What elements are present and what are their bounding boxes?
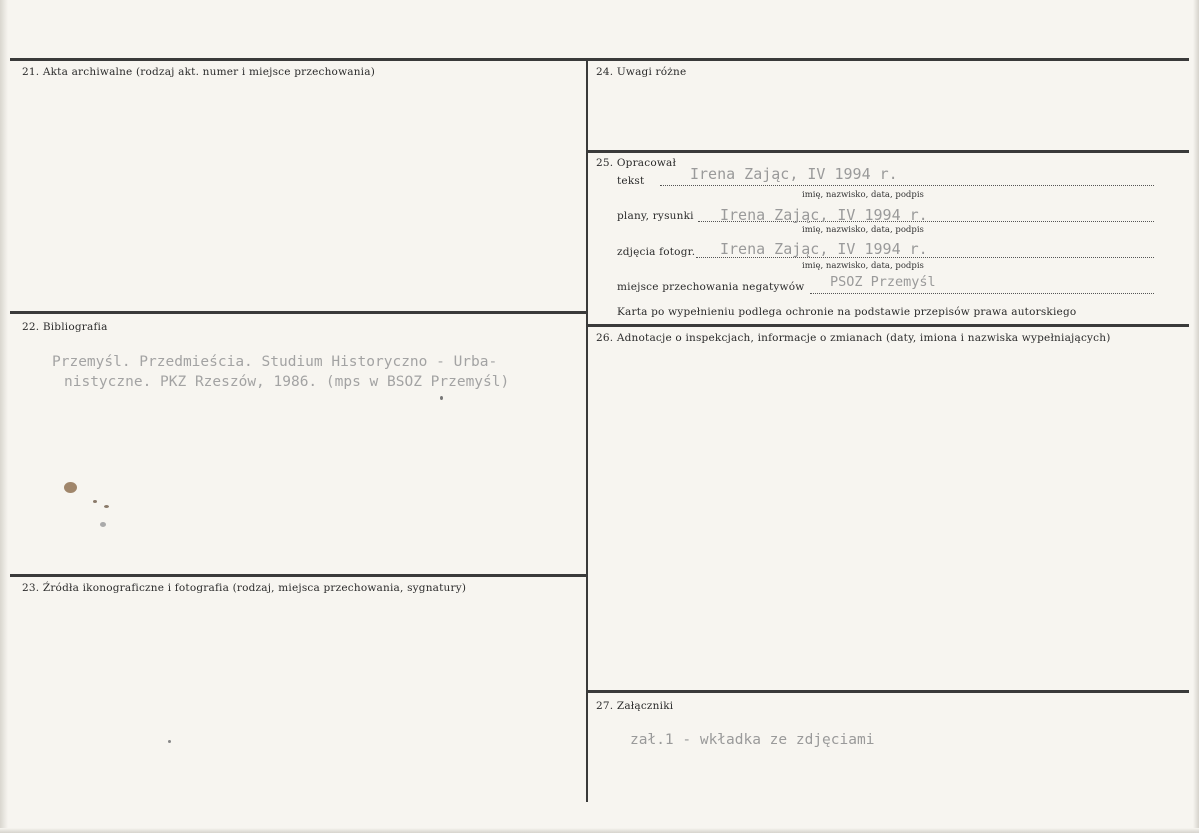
zdjecia-caption: imię, nazwisko, data, podpis <box>802 261 924 271</box>
plany-label: plany, rysunki <box>617 210 694 222</box>
paper-left-edge <box>0 0 8 833</box>
attachment-item-1: zał.1 - wkładka ze zdjęciami <box>630 732 875 748</box>
tekst-caption: imię, nazwisko, data, podpis <box>802 190 924 200</box>
tekst-value: Irena Zając, IV 1994 r. <box>690 165 898 183</box>
top-rule <box>10 58 1189 61</box>
section-24-heading: 24. Uwagi różne <box>596 66 687 78</box>
ink-speck <box>100 522 106 527</box>
ink-speck <box>104 505 109 508</box>
zdjecia-label: zdjęcia fotogr. <box>617 246 696 258</box>
section-26-heading: 26. Adnotacje o inspekcjach, informacje o zmianach (daty, imiona i nazwiska wypełniających) <box>596 332 1111 344</box>
copyright-note: Karta po wypełnieniu podlega ochronie na podstawie przepisów prawa autorskiego <box>617 306 1077 318</box>
rule-24-25 <box>587 150 1189 153</box>
ink-stain <box>64 482 77 493</box>
miejsce-value: PSOZ Przemyśl <box>830 274 936 290</box>
section-21-heading: 21. Akta archiwalne (rodzaj akt. numer i miejsce przechowania) <box>22 66 375 78</box>
rule-25-26 <box>587 324 1189 327</box>
ink-speck <box>93 500 97 503</box>
bibliography-line-1: Przemyśl. Przedmieścia. Studium Historyczno - Urba- <box>52 354 498 370</box>
ink-speck <box>168 740 171 743</box>
section-23-heading: 23. Źródła ikonograficzne i fotografia (rodzaj, miejsca przechowania, sygnatury) <box>22 582 467 594</box>
rule-21-22 <box>10 311 587 314</box>
bibliography-line-2: nistyczne. PKZ Rzeszów, 1986. (mps w BSOZ Przemyśl) <box>64 374 510 390</box>
paper-bottom-edge <box>0 828 1199 833</box>
rule-22-23 <box>10 574 587 577</box>
rule-26-27 <box>587 690 1189 693</box>
ink-speck <box>440 396 443 400</box>
section-22-heading: 22. Bibliografia <box>22 321 108 333</box>
miejsce-line <box>810 293 1154 294</box>
zdjecia-value: Irena Zając, IV 1994 r. <box>720 240 928 258</box>
tekst-label: tekst <box>617 175 645 187</box>
section-27-heading: 27. Załączniki <box>596 700 674 712</box>
tekst-line <box>660 185 1154 186</box>
paper-right-edge <box>1193 0 1199 833</box>
plany-value: Irena Zając, IV 1994 r. <box>720 206 928 224</box>
section-25-heading: 25. Opracował <box>596 157 677 169</box>
miejsce-label: miejsce przechowania negatywów <box>617 281 805 293</box>
plany-caption: imię, nazwisko, data, podpis <box>802 225 924 235</box>
